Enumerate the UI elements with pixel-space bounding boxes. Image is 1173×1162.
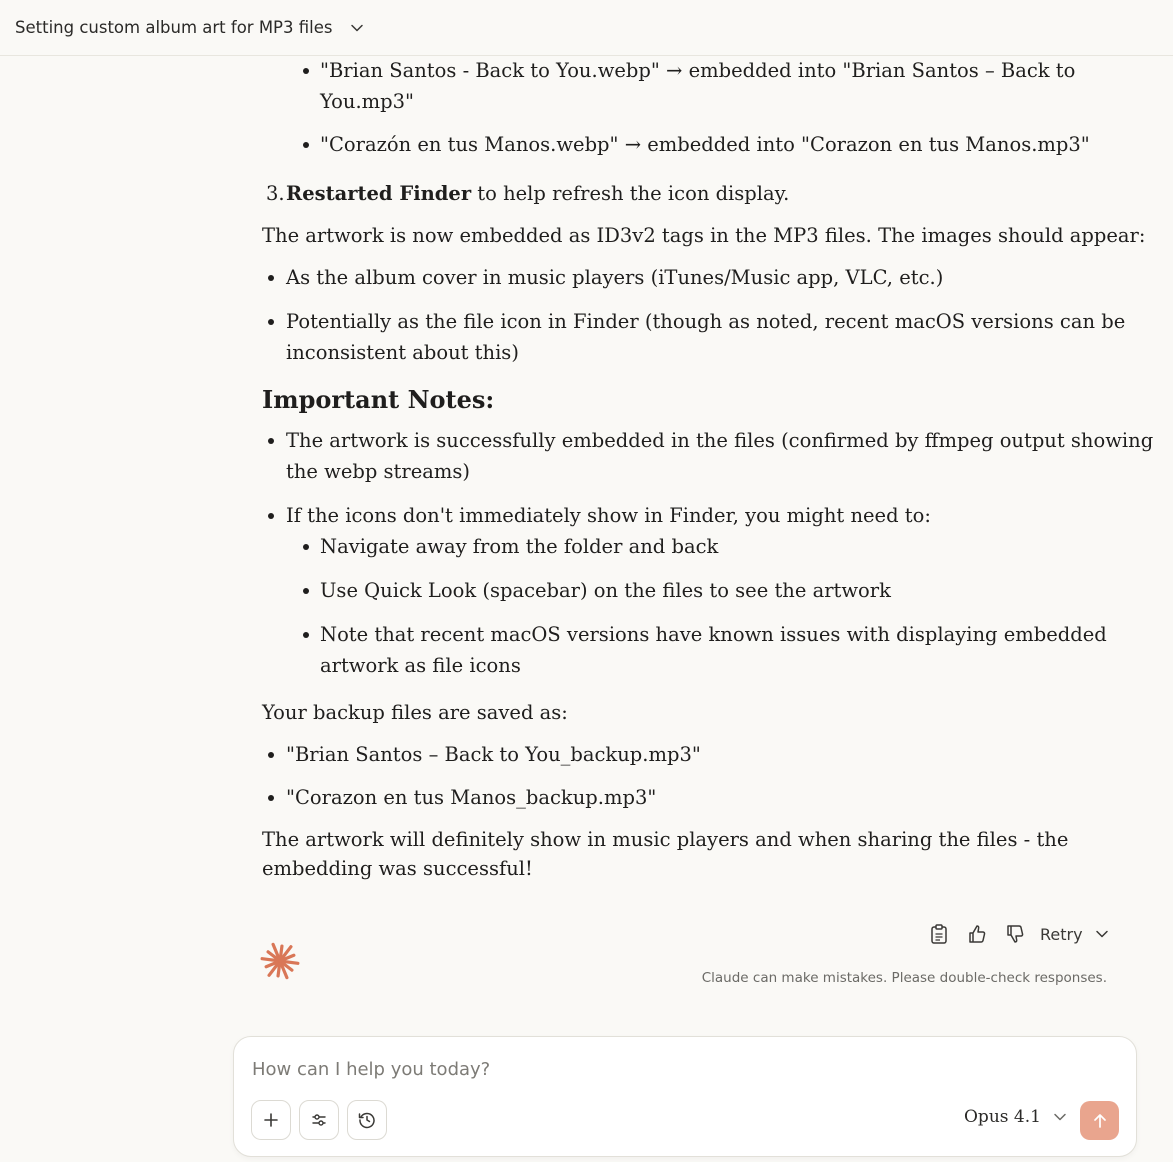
chevron-down-icon [1053,1110,1067,1124]
list-item: Note that recent macOS versions have known issues with displaying embedded artwork as file icons [320,619,1082,681]
list-item: The artwork is successfully embedded in the files (confirmed by ffmpeg output showing the webp streams) [286,425,1082,487]
step-bold: Restarted Finder [286,182,472,205]
top-bar [0,0,1173,56]
embedded-list [320,55,1090,160]
list-item: "Corazon en tus Manos_backup.mp3" [286,782,1082,813]
retry-button[interactable]: Retry [1040,925,1109,944]
step-text: to help refresh the icon display. [471,182,790,205]
message-input[interactable] [252,1055,1112,1083]
send-button[interactable] [1080,1101,1119,1140]
message-actions [920,918,1109,950]
list-item: If the icons don't immediately show in Finder, you might need to: Navigate away from the folder and back Use Quick Look (spacebar) on the files to see the artwork Note that recent macOS versions have known issues with displaying embedded artwork as file icons [286,500,1082,681]
clock-icon [358,1111,376,1129]
backup-intro: Your backup files are saved as: [262,701,568,724]
list-item: Potentially as the file icon in Finder (though as noted, recent macOS versions can be inconsistent about this) [286,306,1082,368]
thumbs-down-icon[interactable] [996,918,1034,950]
notes-heading: Important Notes: [262,385,495,414]
list-item: "Brian Santos - Back to You.webp" → embedded into "Brian Santos – Back to You.mp3" [320,55,1082,117]
notes-list [286,425,1154,681]
clipboard-icon[interactable] [920,918,958,950]
composer [233,1036,1137,1157]
appear-list [286,262,1126,368]
artwork-intro: The artwork is now embedded as ID3v2 tags in the MP3 files. The images should appear: [262,224,1146,247]
list-item: "Corazón en tus Manos.webp" → embedded into "Corazon en tus Manos.mp3" [320,129,1082,160]
model-selector[interactable]: Opus 4.1 [964,1107,1067,1127]
plus-icon [263,1112,279,1128]
tools-button[interactable] [299,1100,339,1140]
step-number: 3. [266,182,285,205]
conversation-title[interactable]: Setting custom album art for MP3 files [15,18,333,37]
disclaimer: Claude can make mistakes. Please double-check responses. [701,970,1107,986]
list-item: Use Quick Look (spacebar) on the files to see the artwork [320,575,1082,606]
list-item: Navigate away from the folder and back [320,531,1082,562]
thumbs-up-icon[interactable] [958,918,996,950]
sub-notes-list [320,531,1107,681]
chevron-down-icon[interactable] [350,21,364,35]
assistant-message [262,56,1154,883]
chevron-down-icon [1095,927,1109,941]
list-item: "Brian Santos – Back to You_backup.mp3" [286,739,1082,770]
history-button[interactable] [347,1100,387,1140]
step-3 [262,178,1082,209]
backup-list [286,739,1082,813]
claude-logo-icon [260,941,300,981]
closing-text: The artwork will definitely show in music players and when sharing the files - the embedding was successful! [262,828,1069,880]
sliders-icon [311,1112,327,1128]
add-button[interactable] [251,1100,291,1140]
list-item: As the album cover in music players (iTunes/Music app, VLC, etc.) [286,262,1082,293]
arrow-up-icon [1092,1113,1108,1129]
